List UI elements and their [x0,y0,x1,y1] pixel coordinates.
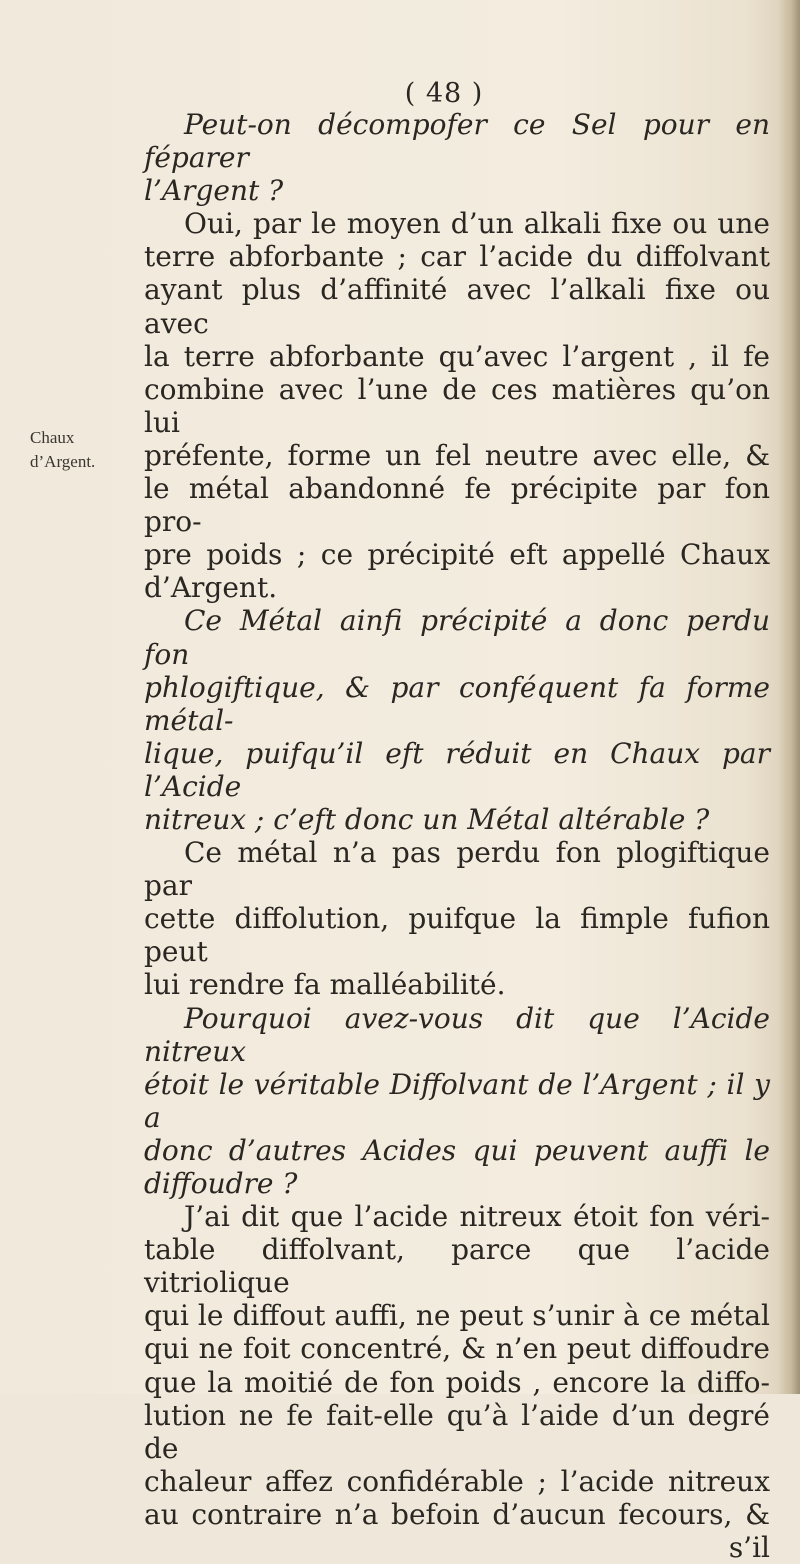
answer-line: que la moitié de fon poids , encore la diffo- [144,1365,770,1399]
answer-line: d’Argent. [144,571,278,605]
question-line: lique, puifqu’il eft réduit en Chaux par l’Acide [144,736,770,803]
question-line: Ce Métal ainfi précipité a donc perdu fon [144,604,770,671]
answer-line: pre poids ; ce précipité eft appellé Chaux [144,538,770,572]
question-line: étoit le véritable Diffolvant de l’Argent ; il y a [144,1067,770,1134]
answer-line: Oui, par le moyen d’un alkali fixe ou une [184,207,770,241]
answer-line: lui rendre fa malléabilité. [144,968,506,1002]
body-text [144,108,770,1564]
answer-line: cette diffolution, puifque la fimple fufion peut [144,902,770,969]
answer-line: Ce métal n’a pas perdu fon plogiftique par [144,836,770,903]
question-line: diffoudre ? [144,1167,298,1200]
answer-line: le métal abandonné fe précipite par fon pro- [144,472,770,539]
answer-line: qui le diffout auffi, ne peut s’unir à ce métal [144,1299,770,1333]
answer-line: préfente, forme un fel neutre avec elle, & [144,438,770,472]
margin-note-line: Chaux [30,428,75,447]
answer-line: J’ai dit que l’acide nitreux étoit fon véri- [184,1200,770,1234]
catchword: s’il [728,1531,770,1564]
margin-note-line: d’Argent. [30,452,96,471]
answer-line: ayant plus d’affinité avec l’alkali fixe ou avec [144,273,770,340]
answer-line: table diffolvant, parce que l’acide vitriolique [144,1233,770,1300]
page-edge [778,0,800,1394]
answer-line: la terre abforbante qu’avec l’argent , il fe [144,339,770,373]
answer-line: chaleur affez confidérable ; l’acide nitreux [144,1464,770,1498]
question-line: l’Argent ? [144,174,284,208]
answer-line: lution ne fe fait-elle qu’à l’aide d’un degré de [144,1398,770,1465]
question-line: Pourquoi avez-vous dit que l’Acide nitreux [144,1001,770,1068]
answer-line: qui ne foit concentré, & n’en peut diffoudre [144,1332,770,1366]
question-line: Peut-on décompofer ce Sel pour en féparer [144,108,770,175]
margin-note [30,426,150,474]
question-line: nitreux ; c’eft donc un Métal altérable ? [144,802,710,836]
answer-line: terre abforbante ; car l’acide du diffolvant [144,240,770,274]
question-line: donc d’autres Acides qui peuvent auffi le [144,1133,770,1167]
answer-line: au contraire n’a befoin d’aucun fecours, & [144,1497,770,1531]
page-number: ( 48 ) [404,78,484,109]
question-line: phlogiftique, & par conféquent fa forme métal- [144,670,770,737]
answer-line: combine avec l’une de ces matières qu’on lui [144,372,770,439]
